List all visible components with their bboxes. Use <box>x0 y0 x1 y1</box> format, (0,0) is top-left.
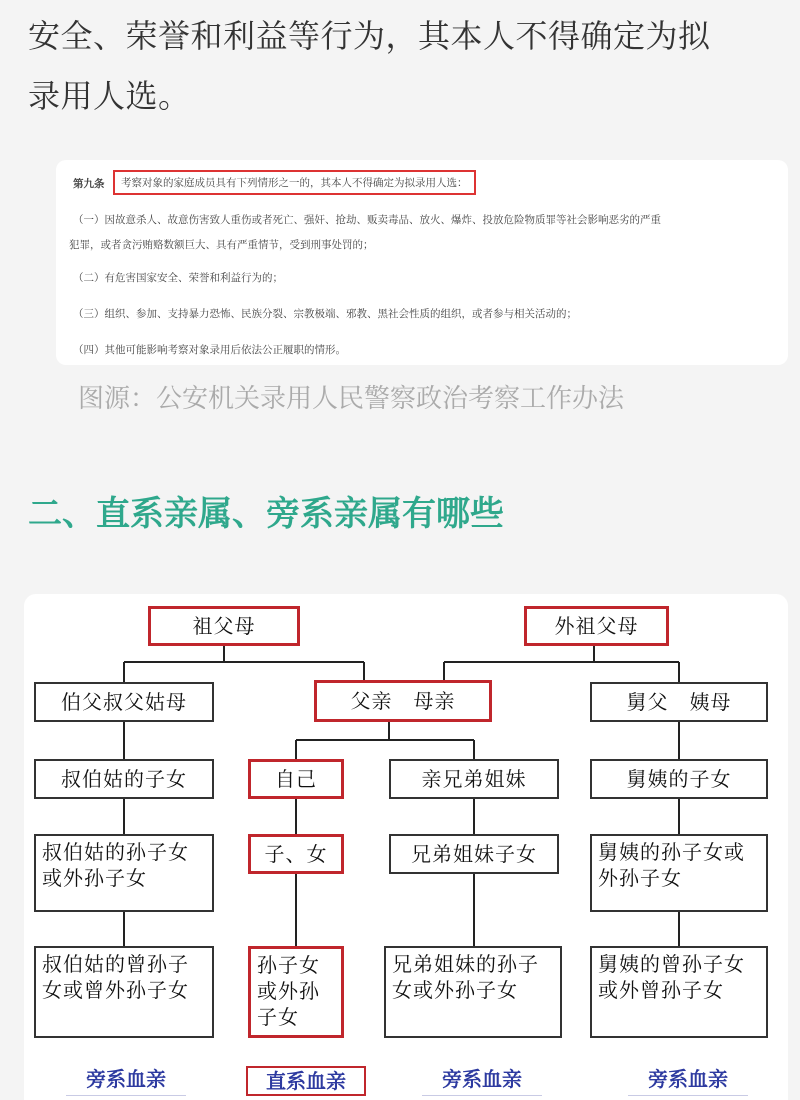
label-collateral-middle: 旁系血亲 <box>422 1066 542 1096</box>
label-direct-line: 直系血亲 <box>246 1066 366 1096</box>
article-number: 第九条 <box>73 178 105 190</box>
intro-line-2: 录用人选。 <box>28 77 191 115</box>
node-sibling-grandchildren: 兄弟姐妹的孙子女或外孙子女 <box>384 946 562 1038</box>
node-self: 自己 <box>248 759 344 799</box>
node-maternal-cousin-children: 舅姨的孙子女或外孙子女 <box>590 834 768 912</box>
clause-item-1: （一）因故意杀人、故意伤害致人重伤或者死亡、强奸、抢劫、贩卖毒品、放火、爆炸、投放危险物质罪等社会影响恶劣的严重 <box>73 214 661 226</box>
clause-item-1-cont: 犯罪，或者贪污贿赂数额巨大、具有严重情节，受到刑事处罚的； <box>69 239 374 251</box>
label-collateral-right: 旁系血亲 <box>628 1066 748 1096</box>
node-grandchildren: 孙子女或外孙子女 <box>248 946 344 1038</box>
node-maternal-uncles-aunts: 舅父 姨母 <box>590 682 768 722</box>
node-paternal-great-grandchildren: 叔伯姑的曾孙子女或曾外孙子女 <box>34 946 214 1038</box>
node-maternal-great-grandchildren: 舅姨的曾孙子女或外曾孙子女 <box>590 946 768 1038</box>
clause-item-3: （三）组织、参加、支持暴力恐怖、民族分裂、宗教极端、邪教、黑社会性质的组织，或者参与相关活动的； <box>73 308 577 320</box>
kinship-tree-diagram <box>24 594 788 1100</box>
regulation-excerpt-image <box>56 160 788 365</box>
node-maternal-grandparents: 外祖父母 <box>524 606 669 646</box>
image-source-caption: 图源：公安机关录用人民警察政治考察工作办法 <box>78 384 625 414</box>
node-paternal-uncles-aunts: 伯父叔父姑母 <box>34 682 214 722</box>
highlighted-clause: 考察对象的家庭成员具有下列情形之一的，其本人不得确定为拟录用人选： <box>113 170 476 195</box>
node-children: 子、女 <box>248 834 344 874</box>
clause-item-4: （四）其他可能影响考察对象录用后依法公正履职的情形。 <box>73 344 346 356</box>
node-maternal-cousins: 舅姨的子女 <box>590 759 768 799</box>
node-paternal-cousin-children: 叔伯姑的孙子女或外孙子女 <box>34 834 214 912</box>
intro-paragraph <box>28 6 788 126</box>
node-sibling-children: 兄弟姐妹子女 <box>389 834 559 874</box>
node-grandparents: 祖父母 <box>148 606 300 646</box>
node-parents: 父亲 母亲 <box>314 680 492 722</box>
clause-item-2: （二）有危害国家安全、荣誉和利益行为的； <box>73 272 283 284</box>
node-siblings: 亲兄弟姐妹 <box>389 759 559 799</box>
node-paternal-cousins: 叔伯姑的子女 <box>34 759 214 799</box>
intro-line-1: 安全、荣誉和利益等行为，其本人不得确定为拟 <box>28 17 711 55</box>
section-heading: 二、直系亲属、旁系亲属有哪些 <box>28 494 504 534</box>
label-collateral-left: 旁系血亲 <box>66 1066 186 1096</box>
